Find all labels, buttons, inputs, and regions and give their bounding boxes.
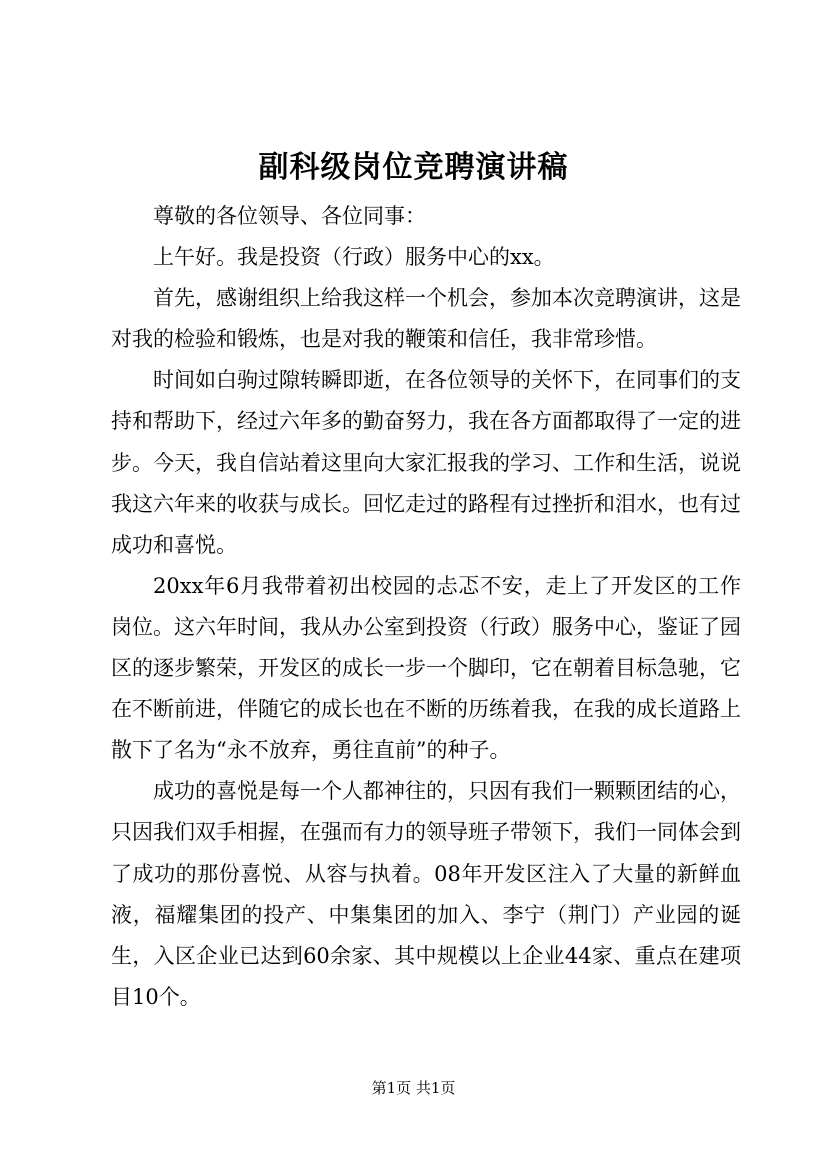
body-paragraph: 20xx年6月我带着初出校园的忐忑不安，走上了开发区的工作岗位。这六年时间，我从办公室到投资（行政）服务中心，鉴证了园区的逐步繁荣，开发区的成长一步一个脚印，它在朝着目标急驰，它在不断前进，伴随它的成长也在不断的历练着我，在我的成长道路上散下了名为“永不放弃，勇往直前”的种子。 <box>111 573 741 763</box>
greeting-paragraph: 上午好。我是投资（行政）服务中心的xx。 <box>153 245 555 270</box>
body-paragraph: 成功的喜悦是每一个人都神往的，只因有我们一颗颗团结的心，只因我们双手相握，在强而有力的领导班子带领下，我们一同体会到了成功的那份喜悦、从容与执着。08年开发区注入了大量的新鲜血液，福耀集团的投产、中集集团的加入、李宁（荆门）产业园的诞生，入区企业已达到60余家、其中规模以上企业44家、重点在建项目10个。 <box>111 779 741 1009</box>
body-paragraph: 首先，感谢组织上给我这样一个机会，参加本次竞聘演讲，这是对我的检验和锻炼，也是对我的鞭策和信任，我非常珍惜。 <box>111 286 741 352</box>
salutation-paragraph: 尊敬的各位领导、各位同事： <box>153 204 426 228</box>
document-title: 副科级岗位竞聘演讲稿 <box>258 150 569 185</box>
body-paragraph: 时间如白驹过隙转瞬即逝，在各位领导的关怀下，在同事们的支持和帮助下，经过六年多的勤奋努力，我在各方面都取得了一定的进步。今天，我自信站着这里向大家汇报我的学习、工作和生活，说说我这六年来的收获与成长。回忆走过的路程有过挫折和泪水，也有过成功和喜悦。 <box>111 368 741 557</box>
page-number-footer: 第1页 共1页 <box>371 1079 456 1097</box>
document-body <box>111 196 741 1018</box>
